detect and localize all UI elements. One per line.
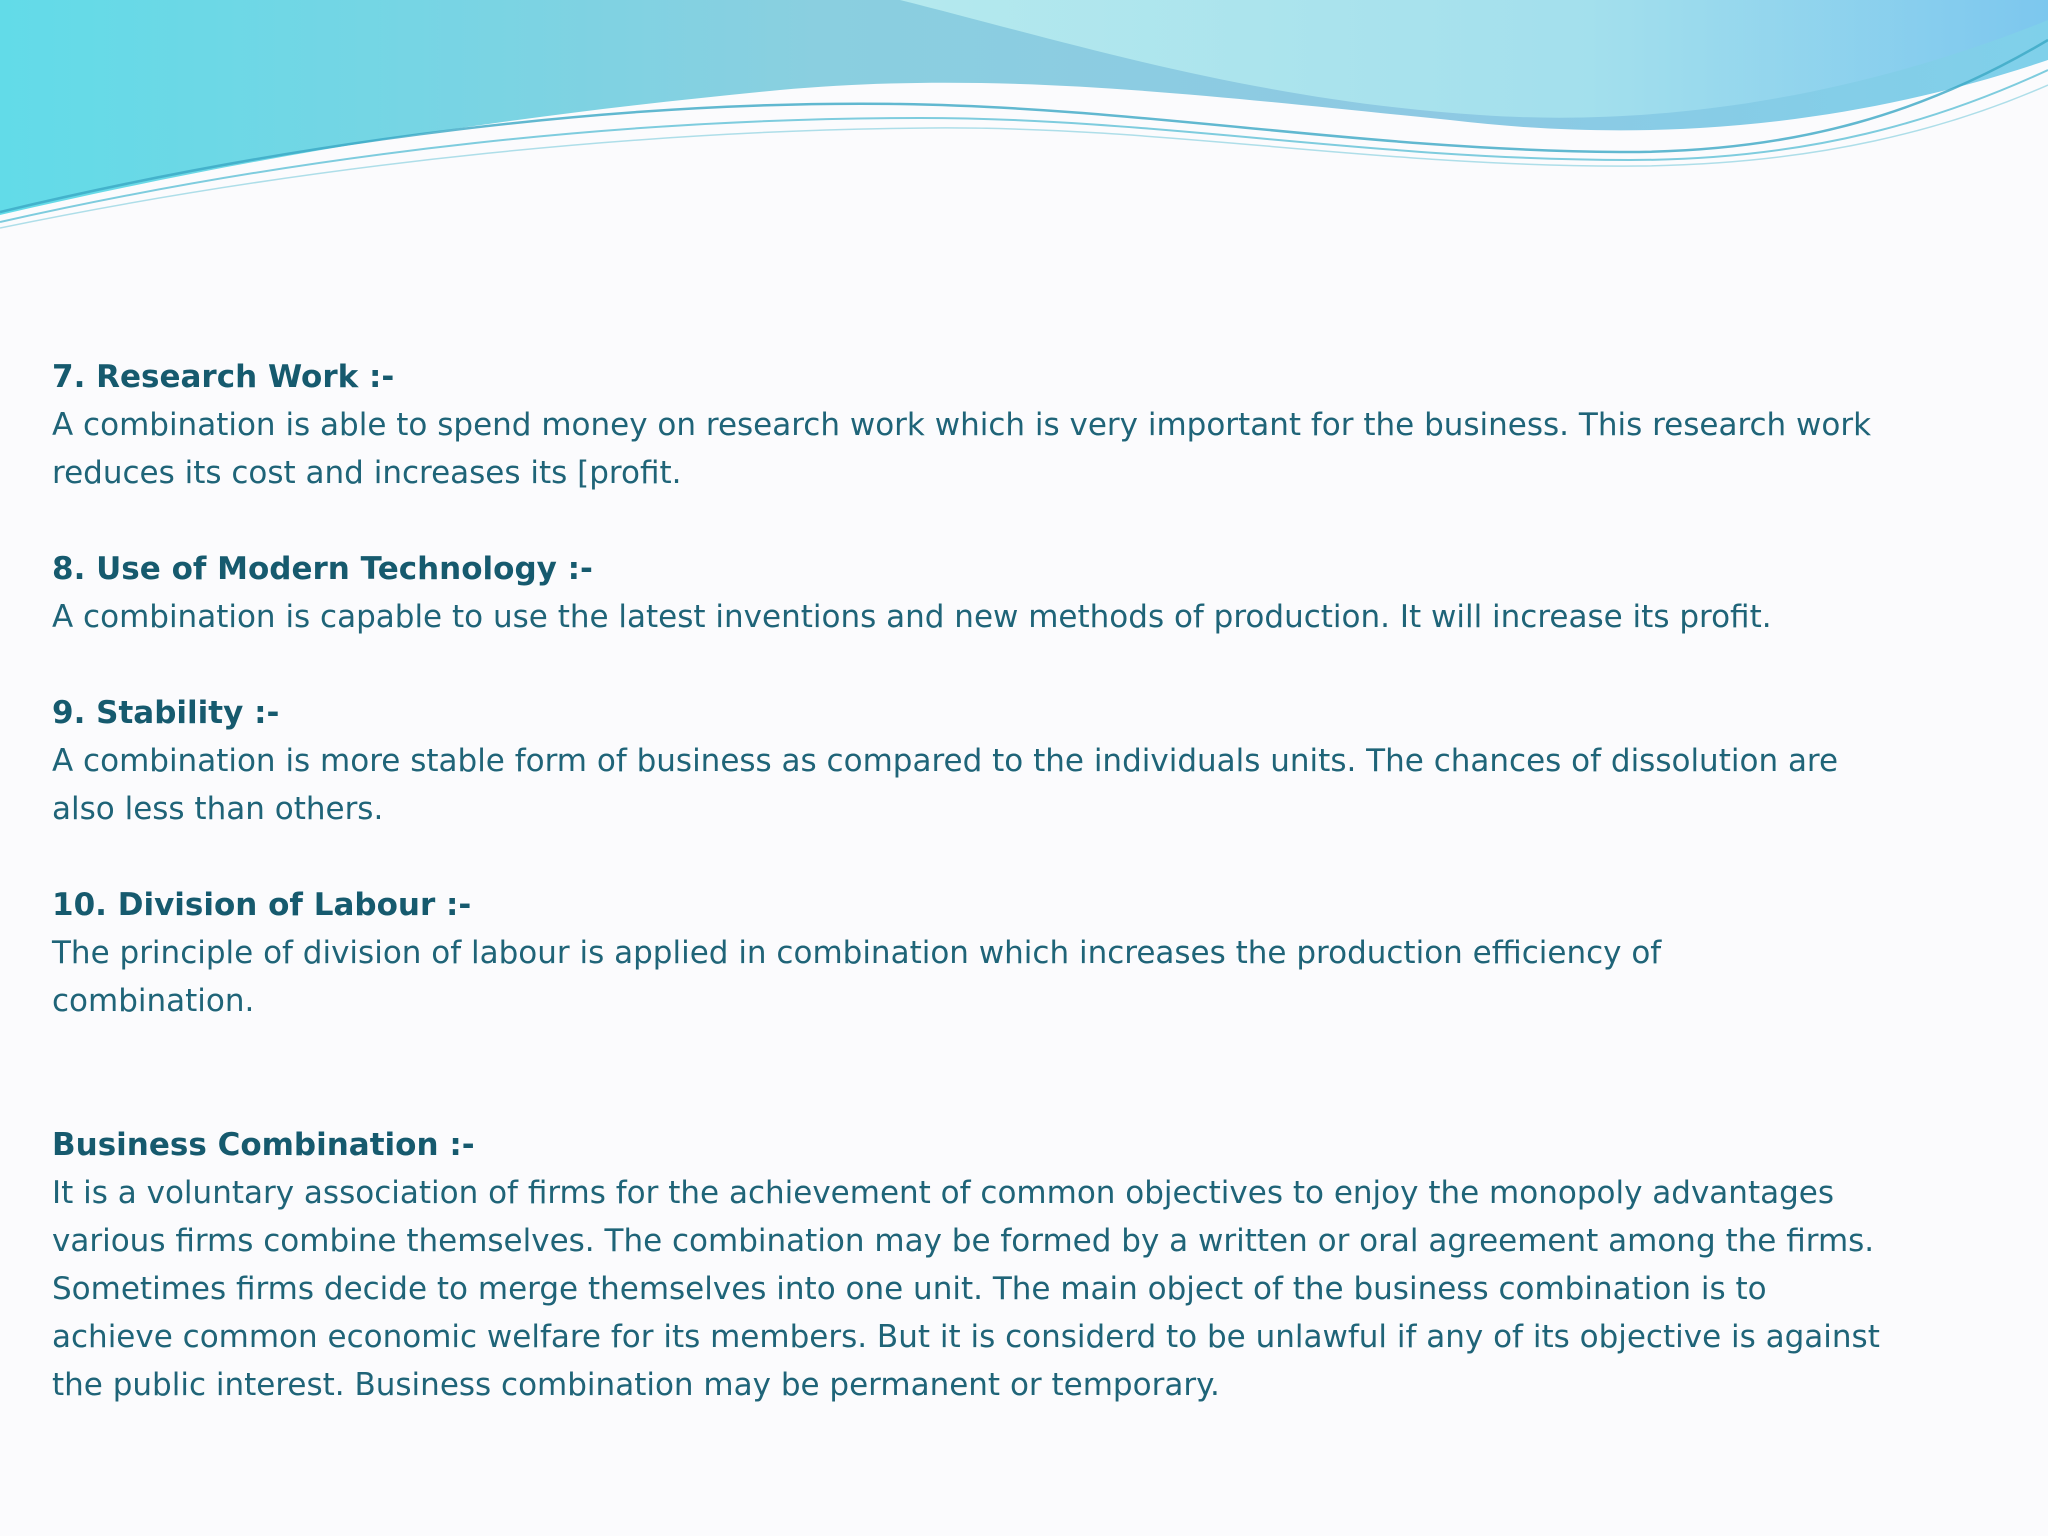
wave-decoration (0, 0, 2048, 240)
section-modern-technology (52, 545, 1982, 641)
section-heading: 9. Stability :- (52, 695, 280, 731)
section-body: A combination is able to spend money on research work which is very important for the business. This research work reduces its cost and increases its [profit. (52, 407, 1872, 491)
section-heading: 8. Use of Modern Technology :- (52, 551, 593, 587)
section-business-combination (52, 1121, 1982, 1409)
section-heading: Business Combination :- (52, 1127, 475, 1163)
section-body: It is a voluntary association of firms for the achievement of common objectives to enjoy the monopoly advantages various firms combine themselves. The combination may be formed by a written or oral agreement among the firms. Sometimes firms decide to merge themselves into one unit. The main object of the business combination is to achieve common economic welfare for its members. But it is considerd to be unlawful if any of its objective is against the public interest. Business combination may be permanent or temporary. (52, 1175, 1880, 1403)
section-body: The principle of division of labour is applied in combination which increases the production efficiency of combination. (52, 935, 1662, 1019)
section-division-of-labour (52, 881, 1982, 1025)
section-heading: 10. Division of Labour :- (52, 887, 472, 923)
section-heading: 7. Research Work :- (52, 359, 395, 395)
section-research-work (52, 353, 1982, 497)
section-body: A combination is more stable form of business as compared to the individuals units. The chances of dissolution are also less than others. (52, 743, 1839, 827)
section-stability (52, 689, 1982, 833)
slide-content (52, 353, 1982, 1409)
section-body: A combination is capable to use the latest inventions and new methods of production. It will increase its profit. (52, 599, 1772, 635)
